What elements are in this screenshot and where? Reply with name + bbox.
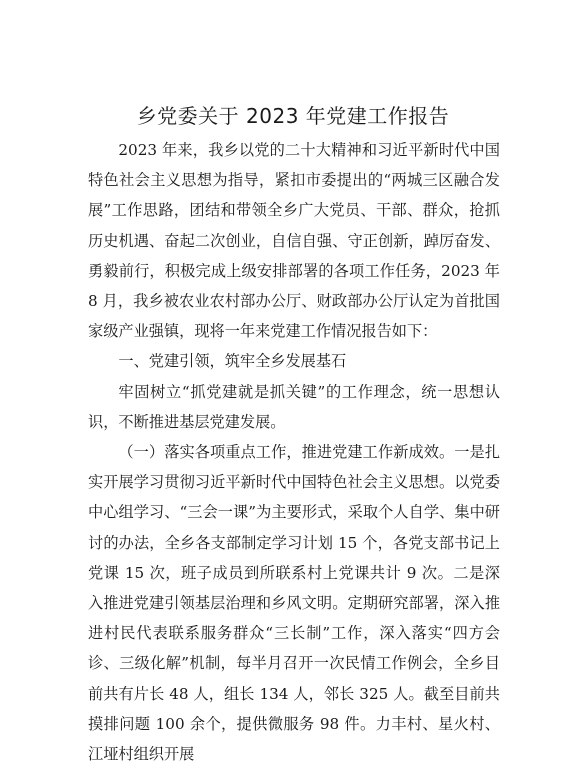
intro-paragraph: 2023 年来，我乡以党的二十大精神和习近平新时代中国特色社会主义思想为指导，紧扣市委提出的“两城三区融合发展”工作思路，团结和带领全乡广大党员、干部、群众，抢抓历史机遇、奋起二次创业，自信自强、守正创新，踔厉奋发、勇毅前行，积极完成上级安排部署的各项工作任务，2023 年 8 月，我乡被农业农村部办公厅、财政部办公厅认定为首批国家级产业强镇，现将一年来党建工作情况报告如下：: [88, 141, 500, 341]
document-body: [88, 135, 500, 769]
section-heading: 一、党建引领，筑牢全乡发展基石: [118, 352, 347, 371]
section-paragraph: 牢固树立“抓党建就是抓关键”的工作理念，统一思想认识，不断推进基层党建发展。: [88, 382, 500, 431]
subsection-paragraph: （一）落实各项重点工作，推进党建工作新成效。一是扎实开展学习贯彻习近平新时代中国特色社会主义思想。以党委中心组学习、“三会一课”为主要形式，采取个人自学、集中研讨的办法，全乡各支部制定学习计划 15 个，各党支部书记上党课 15 次，班子成员到所联系村上党课共计 9 次。二是深入推进党建引领基层治理和乡风文明。定期研究部署，深入推进村民代表联系服务群众“三长制”工作，深入落实“四方会诊、三级化解”机制，每半月召开一次民情工作例会，全乡目前共有片长 48 人，组长 134 人，邻长 325 人。截至目前共摸排问题 100 余个，提供微服务 98 件。力丰村、星火村、江垭村组织开展: [88, 443, 500, 764]
document-title: 乡党委关于 2023 年党建工作报告: [136, 104, 450, 128]
